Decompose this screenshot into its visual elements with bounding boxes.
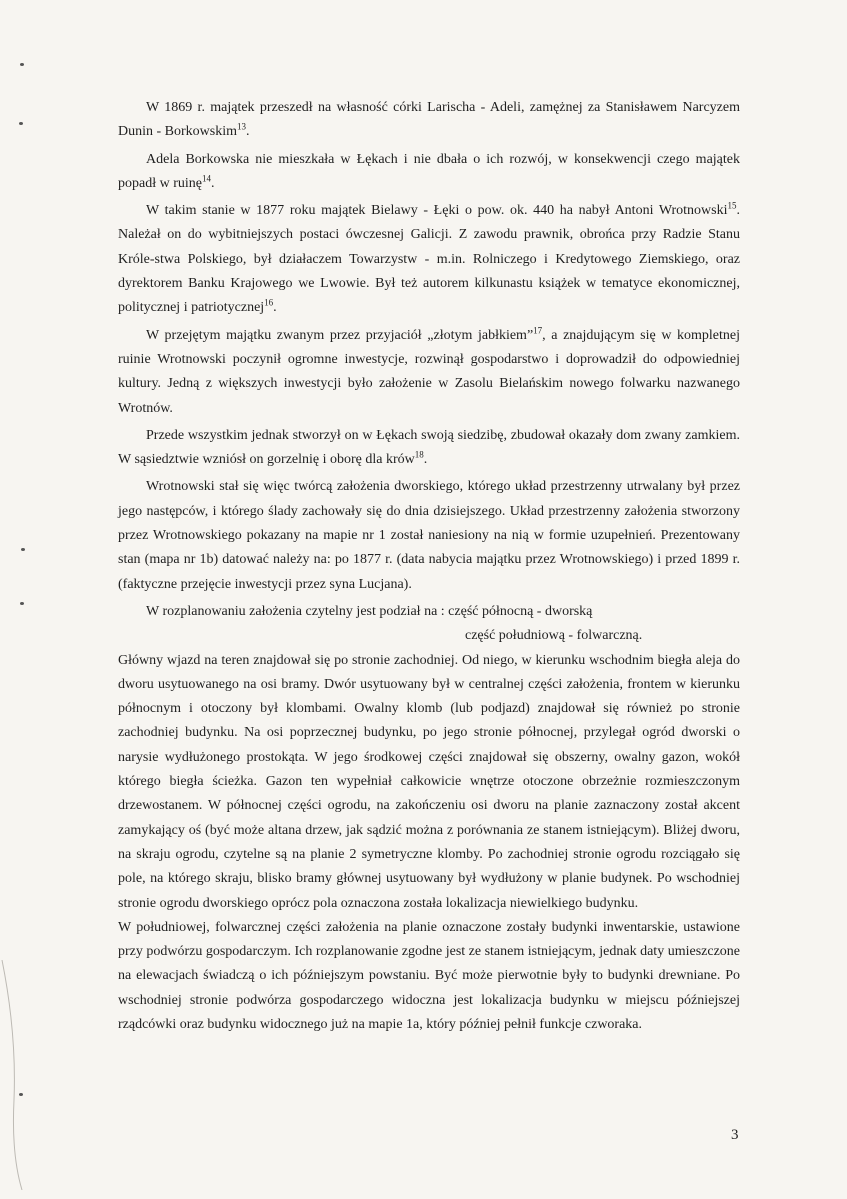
paragraph-text: . <box>210 175 215 191</box>
paragraph <box>118 424 740 473</box>
paragraph <box>118 600 740 624</box>
footnote-ref: 16 <box>264 297 274 308</box>
paragraph-text: . <box>273 300 277 316</box>
paragraph <box>118 199 740 320</box>
paragraph-text: , a znajdującym się w kompletnej ruinie Wrotnowski poczynił ogromne inwestycje, rozwinął gospodarstwo i doprowadził do odpowiedniej kultury. Jedną z większych inwestycji było założenie w Zasolu Bielańskim nowego folwarku nazwanego Wrotnów. <box>118 327 741 416</box>
scan-speck <box>20 602 24 605</box>
footnote-ref: 15 <box>727 200 737 211</box>
paragraph-text: . <box>246 124 250 140</box>
paragraph-text: Główny wjazd na teren znajdował się po stronie zachodniej. Od niego, w kierunku wschodnim biegła aleja do dworu usytuowanego na osi bramy. Dwór usytuowany był w centralnej części założenia, frontem w kierunku północnym i otoczony był klombami. Owalny klomb (lub podjazd) znajdował się również po stronie zachodniej budynku. Na osi poprzecznej budynku, po jego stronie północnej, przylegał ogród dworski o narysie wydłużonego prostokąta. W jego środkowej części znajdował się obszerny, owalny gazon, wokół którego biegła ścieżka. Gazon ten wypełniał całkowicie wnętrze otoczone obrzeżnie rozmieszczonym drzewostanem. W północnej części ogrodu, na zakończeniu osi dworu na planie zaznaczony został akcent zamykający oś (być może altana drzew, jak sądzić można z porównania ze stanem istniejącym). Bliżej dworu, na skraju ogrodu, czytelne są na planie 2 symetryczne klomby. Po zachodniej stronie ogrodu rozciągało się pole, na którego skraju, blisko bramy głównej usytuowany był wydłużony w planie budynek. Po wschodniej stronie ogrodu dworskiego oprócz pola oznaczona została lokalizacja niewielkiego budynku. <box>118 652 740 911</box>
paragraph-text: Przede wszystkim jednak stworzył on w Łękach swoją siedzibę, zbudował okazały dom zwany zamkiem. W sąsiedztwie wzniósł on gorzelnię i oborę dla krów <box>118 427 740 468</box>
paragraph-continuation <box>118 624 740 648</box>
paragraph <box>118 148 740 197</box>
paragraph-text: W przejętym majątku zwanym przez przyjaciół „złotym jabłkiem” <box>146 327 534 343</box>
paragraph-text: W takim stanie w 1877 roku majątek Bielawy - Łęki o pow. ok. 440 ha nabył Antoni Wrotnowski <box>146 203 728 219</box>
body-text <box>118 96 740 1037</box>
paragraph <box>118 324 740 421</box>
paragraph-text: W rozplanowaniu założenia czytelny jest podział na : część północną - dworską <box>146 603 593 619</box>
paragraph <box>118 649 740 916</box>
paragraph-text: Adela Borkowska nie mieszkała w Łękach i nie dbała o ich rozwój, w konsekwencji czego majątek popadł w ruinę <box>118 151 740 191</box>
paragraph-text: W południowej, folwarcznej części założenia na planie oznaczone zostały budynki inwentarskie, ustawione przy podwórzu gospodarczym. Ich rozplanowanie zgodne jest ze stanem istniejącym, jednak daty umieszczone na elewacjach świadczą o ich późniejszym powstaniu. Być może pierwotnie były to budynki drewniane. Po wschodniej stronie podwórza gospodarczego widoczna jest lokalizacja budynku w miejscu późniejszej rządcówki oraz budynku widocznego już na mapie 1a, który później pełnił funkcje czworaka. <box>118 919 740 1032</box>
paragraph <box>118 475 740 596</box>
scan-speck <box>19 122 23 125</box>
footnote-ref: 17 <box>533 325 543 336</box>
footnote-ref: 13 <box>237 121 246 132</box>
paragraph <box>118 916 740 1037</box>
paper-crease <box>0 960 30 1190</box>
paragraph-text: Wrotnowski stał się więc twórcą założenia dworskiego, którego układ przestrzenny utrwalany był przez jego następców, i którego ślady zachowały się do dnia dzisiejszego. Układ przestrzenny założenia stworzony przez Wrotnowskiego pokazany na mapie nr 1 został naniesiony na nią w formie uzupełnień. Prezentowany stan (mapa nr 1b) datować należy na: po 1877 r. (data nabycia majątku przez Wrotnowskiego) i przed 1899 r. (faktyczne przejęcie inwestycji przez syna Lucjana). <box>118 479 740 592</box>
footnote-ref: 14 <box>201 173 211 184</box>
paragraph-text: . Należał on do wybitniejszych postaci ówczesnej Galicji. Z zawodu prawnik, obrońca przy Radzie Stanu Króle-stwa Polskiego, był działaczem Towarzystw - m.in. Rolniczego i Kredytowego Ziemskiego, oraz dyrektorem Banku Krajowego we Lwowie. Był też autorem kilkunastu książek w tematyce ekonomicznej, politycznej i patriotycznej <box>118 203 740 316</box>
scan-speck <box>20 63 24 66</box>
paragraph <box>118 96 740 145</box>
paragraph-text: . <box>423 452 428 468</box>
scan-speck <box>21 548 25 551</box>
page-number: 3 <box>731 1127 739 1143</box>
paragraph-text: W 1869 r. majątek przeszedł na własność córki Larischa - Adeli, zamężnej za Stanisławem Narcyzem Dunin - Borkowskim <box>118 100 740 140</box>
paragraph-text: część południową - folwarczną. <box>465 628 643 644</box>
footnote-ref: 18 <box>414 449 424 460</box>
